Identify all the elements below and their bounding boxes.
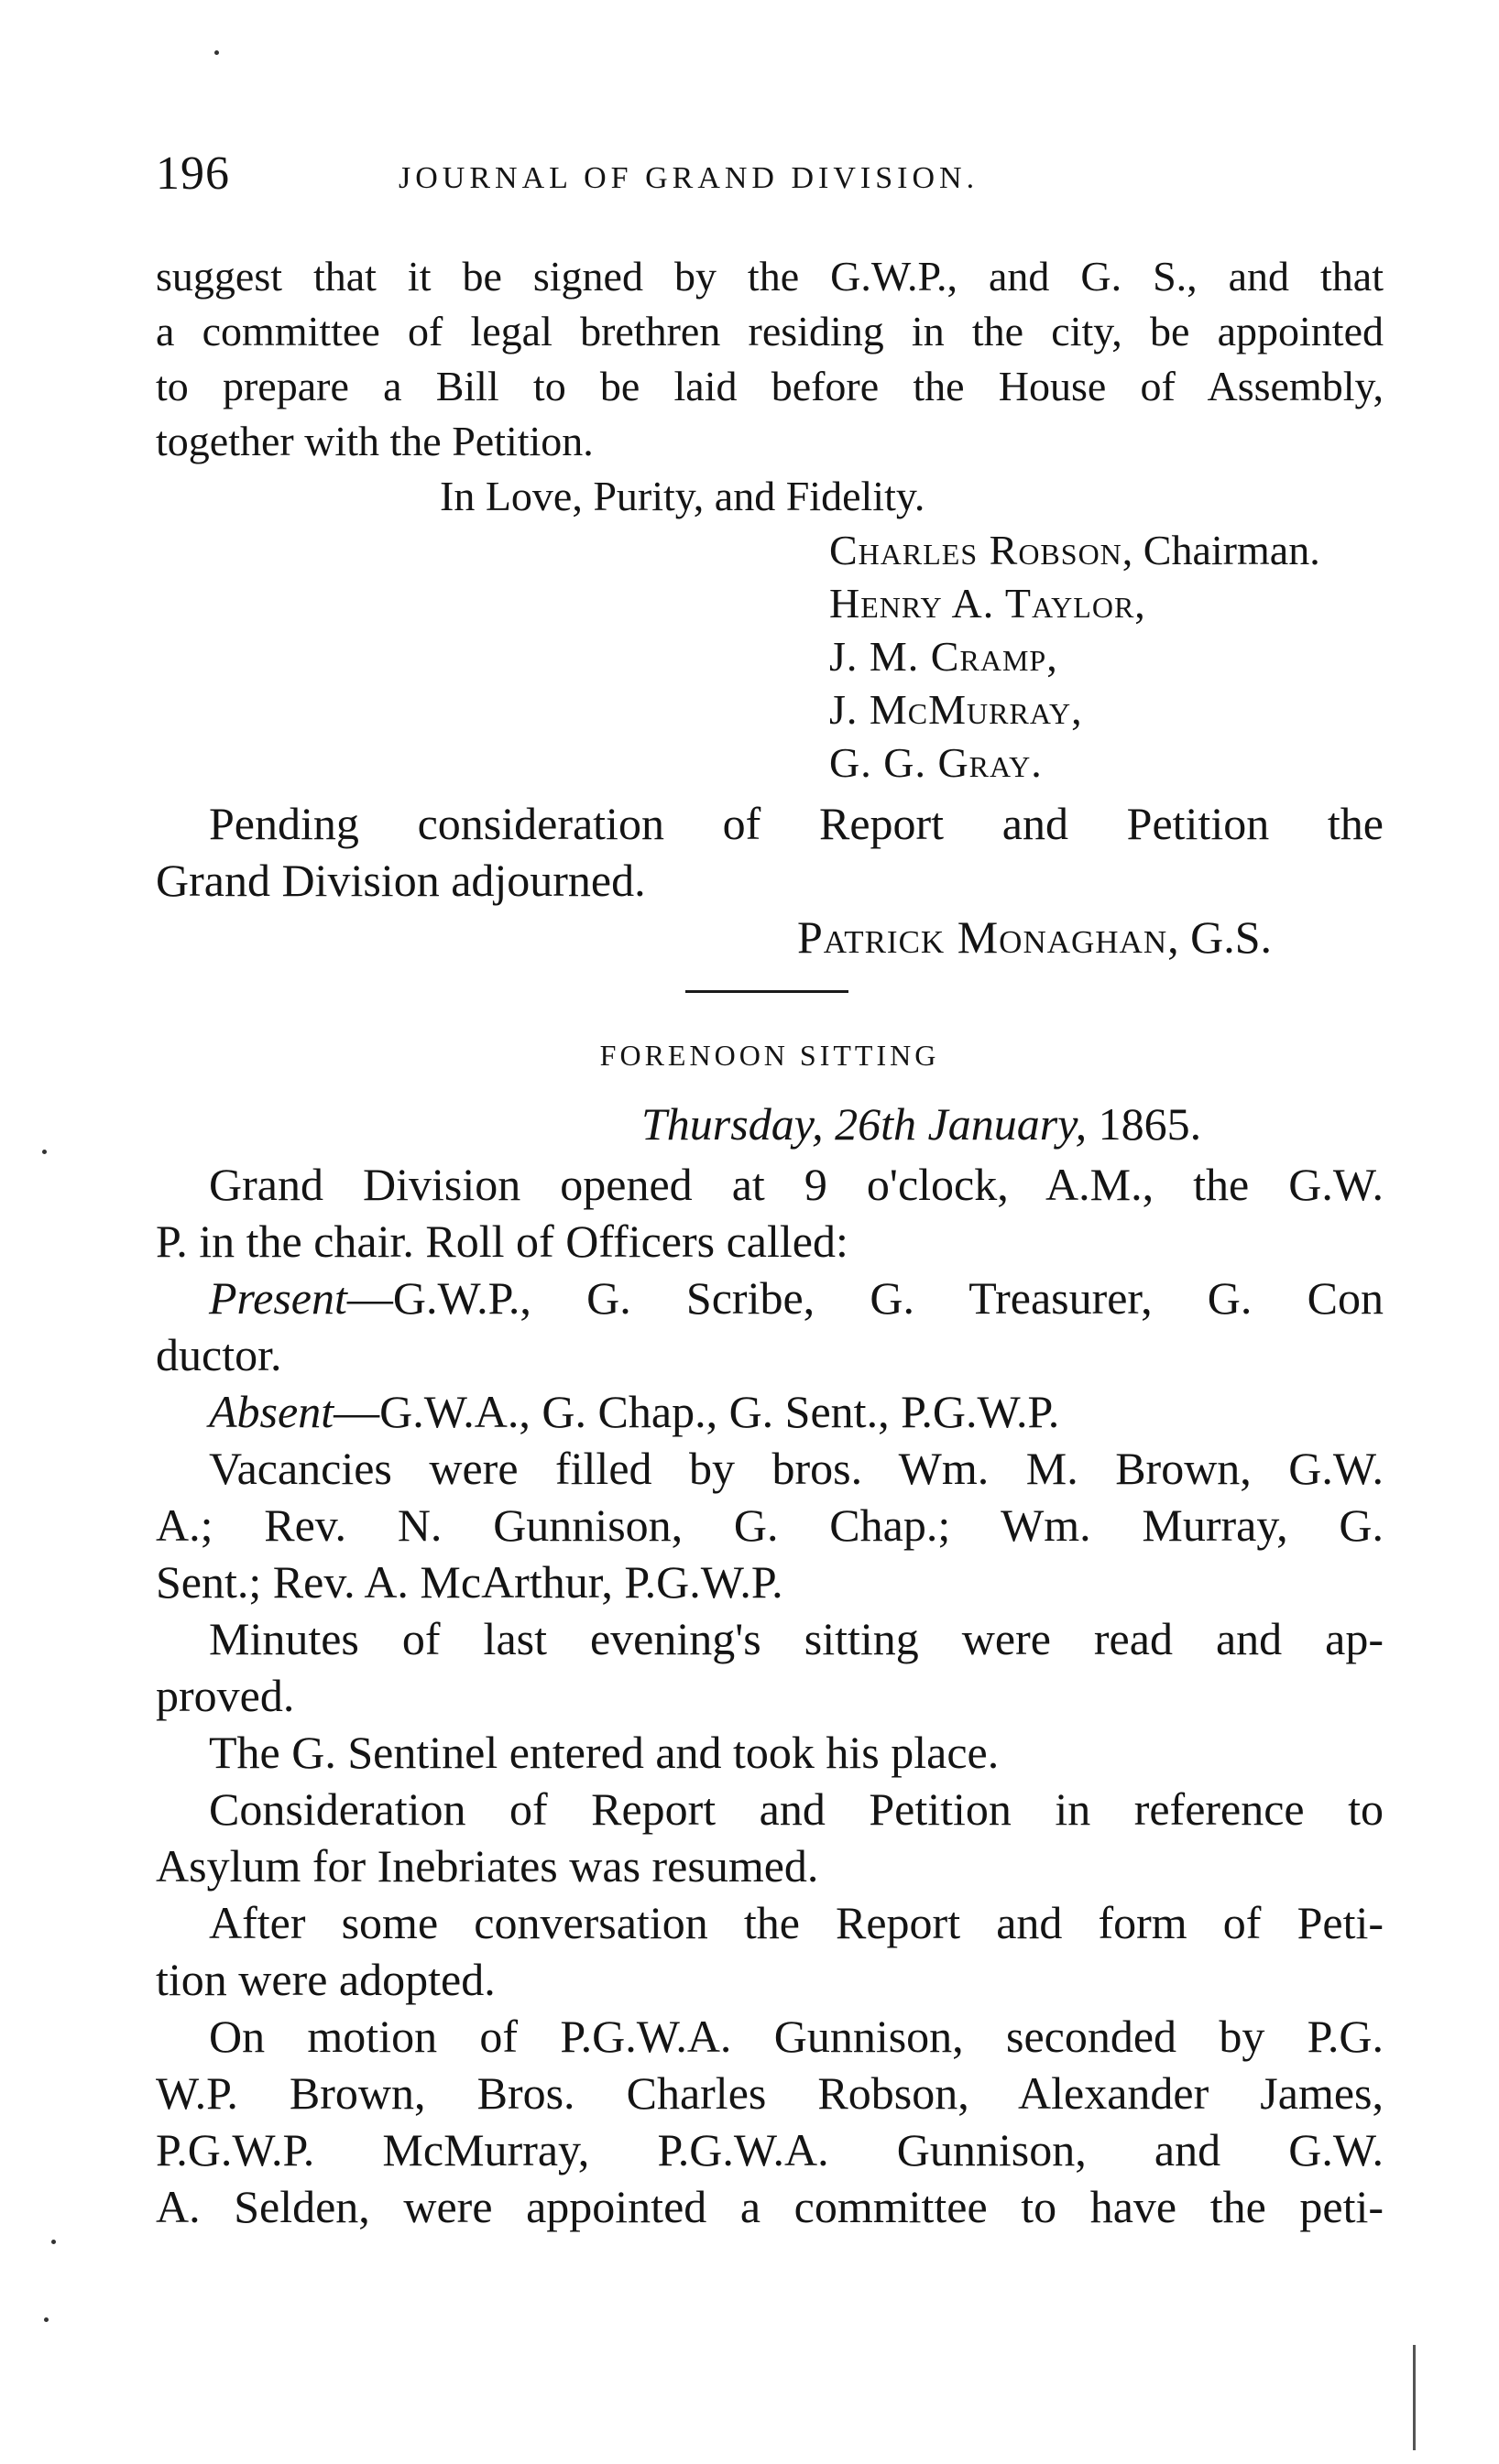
signatory-title: , [1134, 580, 1145, 627]
line-text: —G.W.A., G. Chap., G. Sent., P.G.W.P. [334, 1386, 1060, 1437]
signatory-title: , [1071, 686, 1082, 733]
signatory-name: G. G. Gray [829, 739, 1032, 786]
scan-speck [44, 2317, 49, 2322]
section-heading: FORENOON SITTING [599, 1039, 940, 1072]
line-text: —G.W.P., G. Scribe, G. Treasurer, G. Con [346, 1272, 1384, 1324]
signatory-name: Charles Robson [829, 527, 1122, 573]
text-line: suggest that it be signed by the G.W.P., and G. S., and that [156, 253, 1384, 300]
text-line: ductor. [156, 1329, 282, 1380]
text-line [156, 1383, 1384, 1440]
text-line: Vacancies were filled by bros. Wm. M. Brown, G.W. [209, 1443, 1384, 1494]
page-number: 196 [156, 147, 230, 200]
scan-speck [42, 1150, 47, 1154]
text-line: The G. Sentinel entered and took his place. [209, 1727, 1000, 1778]
line-lead: Present [209, 1272, 347, 1324]
text-line: P.G.W.P. McMurray, P.G.W.A. Gunnison, and G.W. [156, 2124, 1384, 2175]
text-line: After some conversation the Report and form of Peti- [209, 1897, 1384, 1948]
text-line: Consideration of Report and Petition in reference to [209, 1783, 1384, 1835]
text-line: Sent.; Rev. A. McArthur, P.G.W.P. [156, 1556, 783, 1608]
text-line: Grand Division opened at 9 o'clock, A.M., the G.W. [209, 1159, 1384, 1210]
signatory [829, 524, 1320, 577]
signatory-title: , Chairman. [1122, 527, 1320, 573]
running-head: JOURNAL OF GRAND DIVISION. [399, 161, 979, 195]
page-header [156, 147, 1384, 211]
scribe-name: Patrick Monaghan [797, 911, 1168, 963]
text-line: Minutes of last evening's sitting were read and ap- [209, 1613, 1384, 1664]
text-line: Asylum for Inebriates was resumed. [156, 1840, 819, 1892]
text-line: to prepare a Bill to be laid before the House of Assembly, [156, 363, 1384, 409]
text-line: proved. [156, 1670, 295, 1721]
signatory [829, 736, 1042, 790]
text-line [156, 1270, 1384, 1326]
text-line: Grand Division adjourned. [156, 855, 646, 906]
text-line: A.; Rev. N. Gunnison, G. Chap.; Wm. Murray, G. [156, 1499, 1384, 1551]
signatory-title: . [1031, 739, 1042, 786]
text-line: A. Selden, were appointed a committee to have the peti- [156, 2181, 1384, 2232]
closing-line: In Love, Purity, and Fidelity. [440, 473, 925, 519]
date-day-month: Thursday, 26th January, [641, 1098, 1088, 1150]
sitting-date [641, 1096, 1201, 1152]
signatory [829, 577, 1145, 630]
scan-speck [51, 2240, 56, 2244]
scribe-signature [797, 909, 1272, 965]
text-line: tion were adopted. [156, 1954, 496, 2005]
signatory-name: Henry A. Taylor [829, 580, 1135, 627]
text-line: On motion of P.G.W.A. Gunnison, seconded by P.G. [209, 2011, 1384, 2062]
margin-mark [1413, 2345, 1416, 2450]
text-line: a committee of legal brethren residing in the city, be appointed [156, 308, 1384, 354]
section-divider [685, 990, 848, 993]
text-line: P. in the chair. Roll of Officers called: [156, 1216, 848, 1267]
date-year: 1865. [1087, 1098, 1202, 1150]
scan-speck [214, 50, 219, 55]
text-line: Pending consideration of Report and Petition the [209, 798, 1384, 849]
signatory [829, 630, 1057, 683]
text-line: together with the Petition. [156, 418, 594, 464]
signatory [829, 683, 1082, 736]
line-lead: Absent [209, 1386, 334, 1437]
text-line: W.P. Brown, Bros. Charles Robson, Alexander James, [156, 2067, 1384, 2119]
signatory-name: J. M. Cramp [829, 633, 1047, 680]
signatory-title: , [1046, 633, 1057, 680]
signatory-name: J. McMurray [829, 686, 1072, 733]
scribe-title: , G.S. [1167, 911, 1273, 963]
